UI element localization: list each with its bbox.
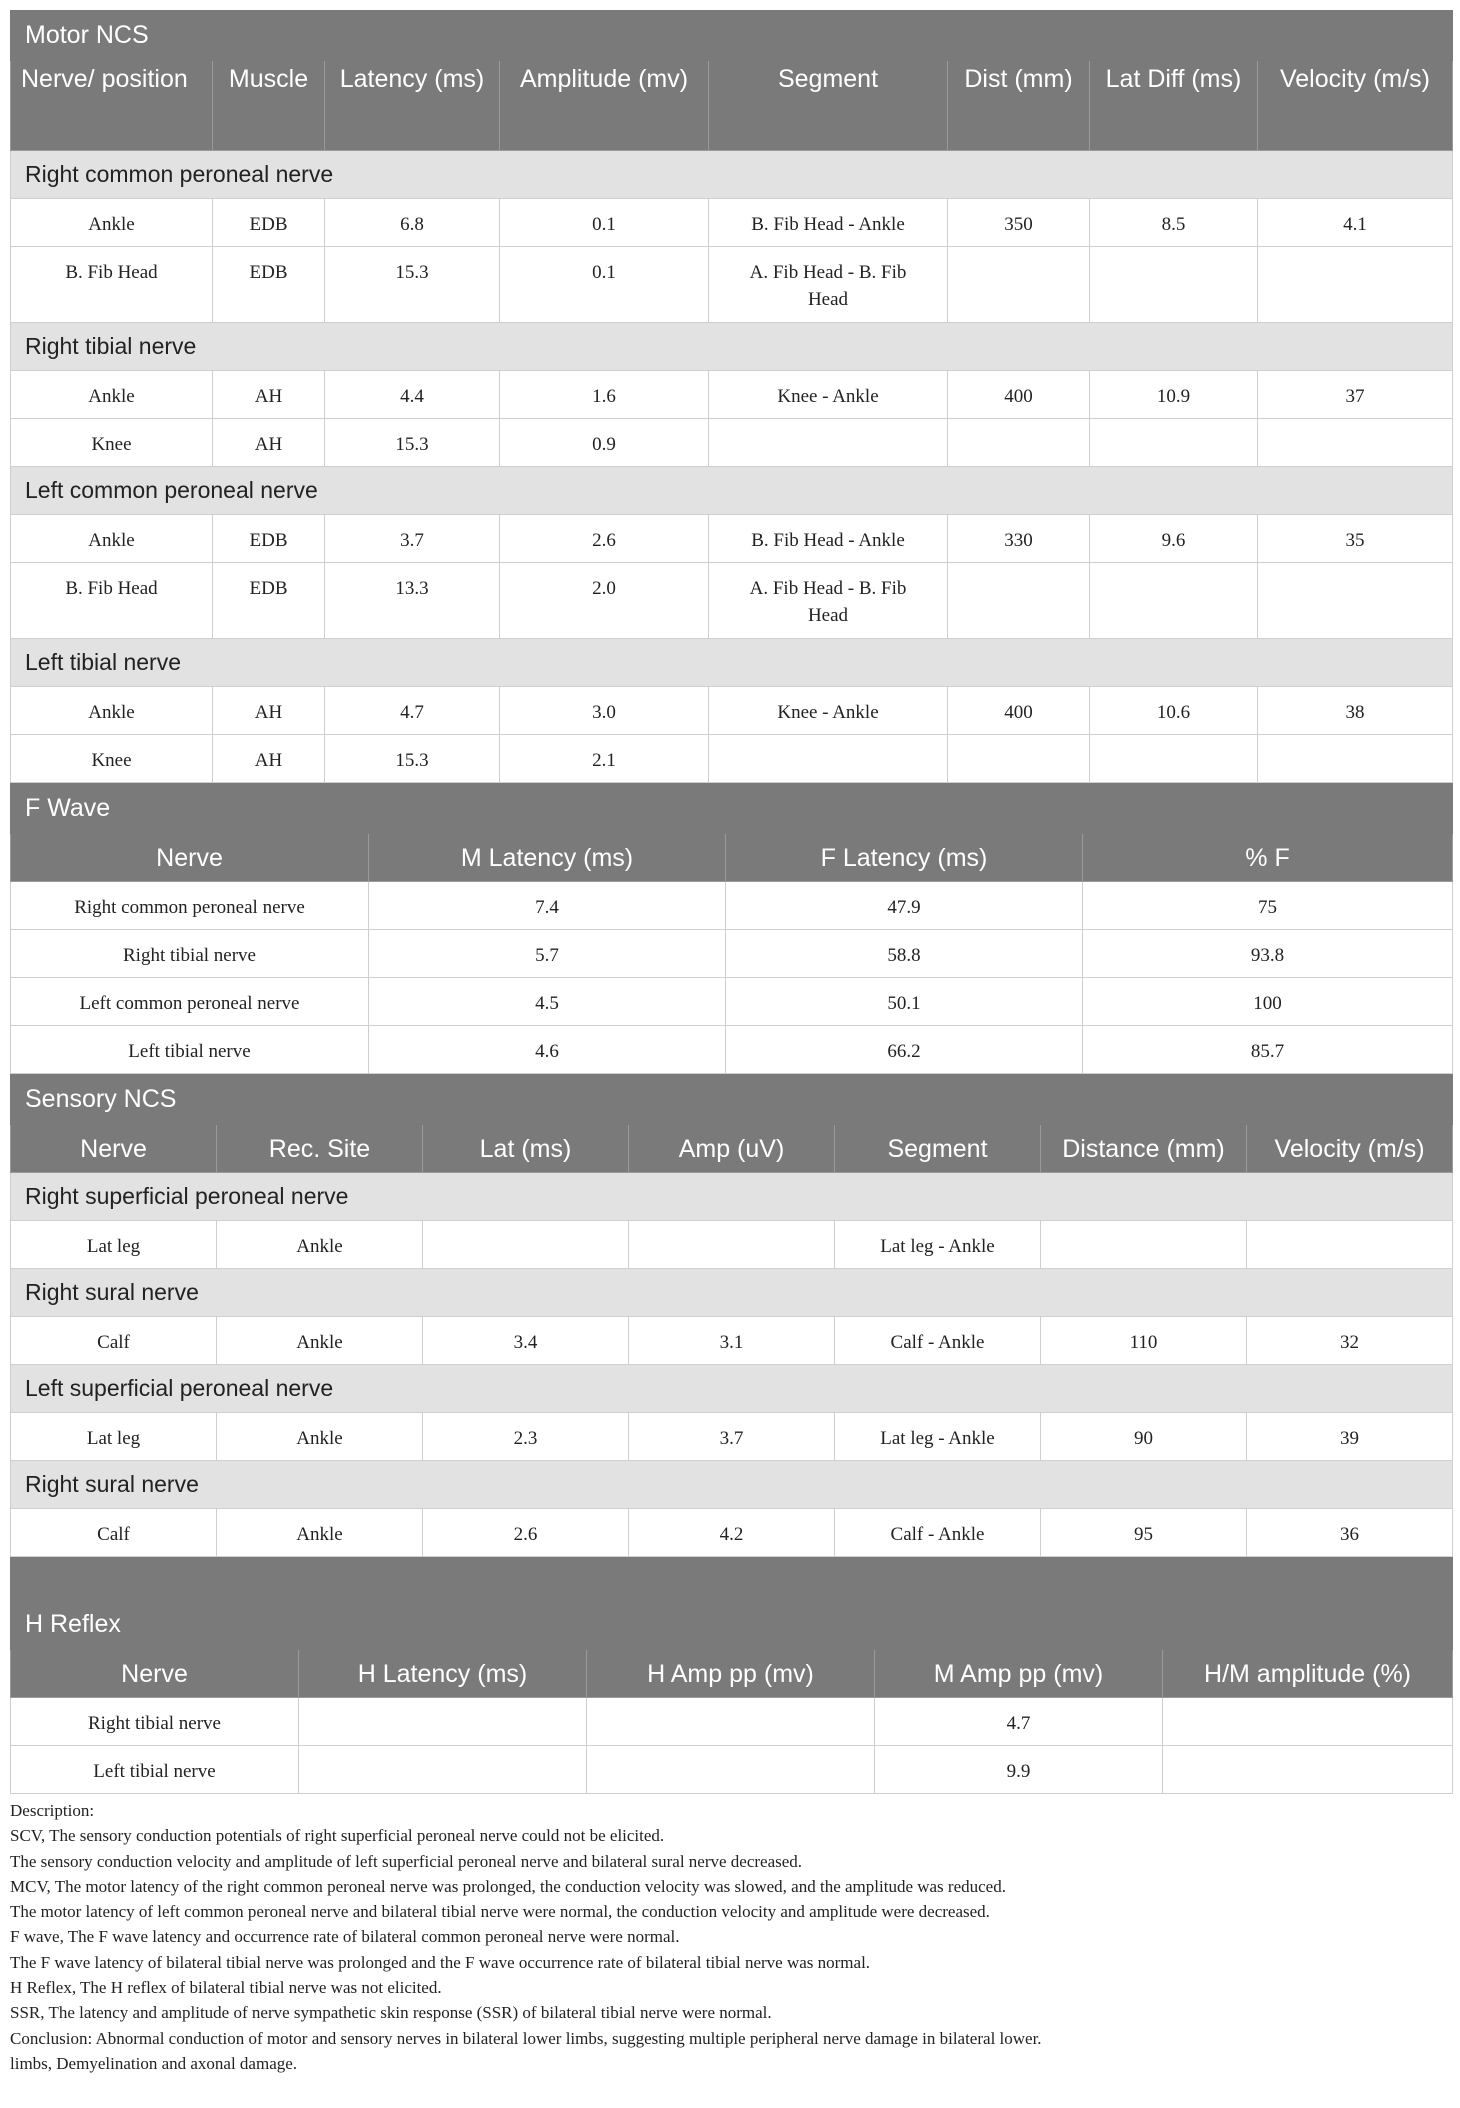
results-document (10, 10, 1452, 2076)
cell: 93.8 (1083, 930, 1453, 978)
table-row (11, 563, 1453, 639)
cell: AH (213, 419, 325, 467)
cell: 38 (1258, 687, 1453, 735)
cell: 9.6 (1090, 515, 1258, 563)
motor-group-label: Left tibial nerve (11, 639, 1453, 687)
description-line: SCV, The sensory conduction potentials of right superficial peroneal nerve could not be elicited. (10, 1826, 665, 1846)
cell: 15.3 (325, 735, 500, 783)
cell: Calf (11, 1317, 217, 1365)
motor-header-segment: Segment (709, 61, 948, 151)
cell: A. Fib Head - B. Fib Head (709, 563, 948, 639)
cell: EDB (213, 515, 325, 563)
cell (948, 563, 1090, 639)
cell: Right tibial nerve (11, 930, 369, 978)
cell: 2.3 (423, 1413, 629, 1461)
cell: 36 (1247, 1509, 1453, 1557)
cell (1090, 735, 1258, 783)
f-wave-header-nerve: Nerve (11, 834, 369, 882)
table-row (11, 199, 1453, 247)
table-row (11, 882, 1453, 930)
f-wave-header-m-latency: M Latency (ms) (369, 834, 726, 882)
cell: Calf (11, 1509, 217, 1557)
h-reflex-header-m-amp: M Amp pp (mv) (875, 1650, 1163, 1698)
cell: 37 (1258, 371, 1453, 419)
table-row (11, 1698, 1453, 1746)
cell: 400 (948, 687, 1090, 735)
cell: 4.1 (1258, 199, 1453, 247)
cell: Left tibial nerve (11, 1026, 369, 1074)
cell: AH (213, 687, 325, 735)
cell: Ankle (11, 199, 213, 247)
cell: 32 (1247, 1317, 1453, 1365)
cell: 35 (1258, 515, 1453, 563)
cell: 9.9 (875, 1746, 1163, 1794)
sensory-header-velocity: Velocity (m/s) (1247, 1125, 1453, 1173)
table-row (11, 735, 1453, 783)
description-line: The F wave latency of bilateral tibial nerve was prolonged and the F wave occurrence rate of bilateral tibial nerve was normal. (10, 1952, 871, 1972)
table-row (11, 515, 1453, 563)
sensory-ncs-table (10, 1074, 1453, 1557)
h-reflex-table (10, 1557, 1453, 1794)
cell: 3.0 (500, 687, 709, 735)
cell: Lat leg - Ankle (835, 1221, 1041, 1269)
cell: Lat leg - Ankle (835, 1413, 1041, 1461)
cell: 50.1 (726, 978, 1083, 1026)
motor-group-label: Right common peroneal nerve (11, 151, 1453, 199)
motor-header-velocity: Velocity (m/s) (1258, 61, 1453, 151)
cell: 2.6 (423, 1509, 629, 1557)
cell: B. Fib Head (11, 247, 213, 323)
description-line: The motor latency of left common peroneal nerve and bilateral tibial nerve were normal, the conduction velocity and amplitude were decreased. (10, 1902, 990, 1922)
motor-group-label: Left common peroneal nerve (11, 467, 1453, 515)
cell (299, 1746, 587, 1794)
h-reflex-header-hm-ratio: H/M amplitude (%) (1163, 1650, 1453, 1698)
cell: Ankle (217, 1413, 423, 1461)
cell: 39 (1247, 1413, 1453, 1461)
cell (948, 735, 1090, 783)
cell: Ankle (11, 687, 213, 735)
cell: Ankle (217, 1509, 423, 1557)
cell: Right common peroneal nerve (11, 882, 369, 930)
cell: Lat leg (11, 1221, 217, 1269)
cell: 75 (1083, 882, 1453, 930)
cell: 0.1 (500, 199, 709, 247)
cell: B. Fib Head - Ankle (709, 515, 948, 563)
cell: 3.7 (325, 515, 500, 563)
cell: 4.7 (325, 687, 500, 735)
cell: 58.8 (726, 930, 1083, 978)
cell: Ankle (217, 1317, 423, 1365)
cell: EDB (213, 247, 325, 323)
cell: Ankle (11, 515, 213, 563)
cell: 7.4 (369, 882, 726, 930)
table-row (11, 978, 1453, 1026)
cell: Knee (11, 735, 213, 783)
cell: 2.0 (500, 563, 709, 639)
cell: 5.7 (369, 930, 726, 978)
description-heading: Description: (10, 1801, 95, 1820)
sensory-group-label: Right sural nerve (11, 1461, 1453, 1509)
cell: 13.3 (325, 563, 500, 639)
cell: 1.6 (500, 371, 709, 419)
description-line: F wave, The F wave latency and occurrence rate of bilateral common peroneal nerve were normal. (10, 1927, 680, 1947)
motor-ncs-table (10, 10, 1453, 783)
cell: Knee (11, 419, 213, 467)
description-line: MCV, The motor latency of the right common peroneal nerve was prolonged, the conduction velocity was slowed, and the amplitude was reduced. (10, 1876, 1006, 1896)
cell (1090, 247, 1258, 323)
cell: EDB (213, 563, 325, 639)
cell (1090, 563, 1258, 639)
table-row (11, 1509, 1453, 1557)
cell: Ankle (217, 1221, 423, 1269)
cell: Left common peroneal nerve (11, 978, 369, 1026)
f-wave-table (10, 783, 1453, 1074)
cell: 110 (1041, 1317, 1247, 1365)
cell (709, 735, 948, 783)
motor-group-label: Right tibial nerve (11, 323, 1453, 371)
cell: 4.2 (629, 1509, 835, 1557)
cell: 6.8 (325, 199, 500, 247)
sensory-header-amp: Amp (uV) (629, 1125, 835, 1173)
cell: Right tibial nerve (11, 1698, 299, 1746)
motor-header-latency: Latency (ms) (325, 61, 500, 151)
motor-header-dist: Dist (mm) (948, 61, 1090, 151)
h-reflex-title: H Reflex (11, 1600, 1453, 1650)
cell: 4.7 (875, 1698, 1163, 1746)
sensory-group-label: Right superficial peroneal nerve (11, 1173, 1453, 1221)
sensory-header-nerve: Nerve (11, 1125, 217, 1173)
motor-header-lat-diff: Lat Diff (ms) (1090, 61, 1258, 151)
sensory-ncs-title: Sensory NCS (11, 1075, 1453, 1125)
table-row (11, 1413, 1453, 1461)
h-reflex-header-h-latency: H Latency (ms) (299, 1650, 587, 1698)
table-row (11, 371, 1453, 419)
cell (1258, 247, 1453, 323)
cell: B. Fib Head - Ankle (709, 199, 948, 247)
cell: 100 (1083, 978, 1453, 1026)
cell (1258, 735, 1453, 783)
cell: EDB (213, 199, 325, 247)
h-reflex-header-nerve: Nerve (11, 1650, 299, 1698)
sensory-header-distance: Distance (mm) (1041, 1125, 1247, 1173)
description-line: SSR, The latency and amplitude of nerve sympathetic skin response (SSR) of bilateral tibial nerve were normal. (10, 2003, 772, 2023)
table-row (11, 1317, 1453, 1365)
cell: 90 (1041, 1413, 1247, 1461)
cell (1258, 419, 1453, 467)
cell: 95 (1041, 1509, 1247, 1557)
sensory-group-label: Right sural nerve (11, 1269, 1453, 1317)
divider (11, 1558, 1453, 1600)
cell: 10.6 (1090, 687, 1258, 735)
f-wave-title: F Wave (11, 784, 1453, 834)
cell: 4.4 (325, 371, 500, 419)
cell: 0.9 (500, 419, 709, 467)
cell: B. Fib Head (11, 563, 213, 639)
cell: Calf - Ankle (835, 1317, 1041, 1365)
cell (1163, 1746, 1453, 1794)
cell: 10.9 (1090, 371, 1258, 419)
cell (709, 419, 948, 467)
cell: 15.3 (325, 419, 500, 467)
cell (1247, 1221, 1453, 1269)
motor-header-nerve: Nerve/ position (11, 61, 213, 151)
description-line: The sensory conduction velocity and amplitude of left superficial peroneal nerve and bilateral sural nerve decreased. (10, 1851, 803, 1871)
cell (948, 419, 1090, 467)
table-row (11, 1026, 1453, 1074)
h-reflex-header-h-amp: H Amp pp (mv) (587, 1650, 875, 1698)
cell: 47.9 (726, 882, 1083, 930)
cell: 350 (948, 199, 1090, 247)
cell: 2.6 (500, 515, 709, 563)
cell: Knee - Ankle (709, 687, 948, 735)
cell: 3.7 (629, 1413, 835, 1461)
cell: A. Fib Head - B. Fib Head (709, 247, 948, 323)
motor-header-amplitude: Amplitude (mv) (500, 61, 709, 151)
table-row (11, 419, 1453, 467)
cell: 330 (948, 515, 1090, 563)
cell: AH (213, 371, 325, 419)
table-row (11, 1221, 1453, 1269)
cell (1090, 419, 1258, 467)
sensory-header-rec-site: Rec. Site (217, 1125, 423, 1173)
cell: 3.4 (423, 1317, 629, 1365)
motor-header-muscle: Muscle (213, 61, 325, 151)
description-line: H Reflex, The H reflex of bilateral tibial nerve was not elicited. (10, 1978, 442, 1998)
cell: Left tibial nerve (11, 1746, 299, 1794)
f-wave-header-percent-f: % F (1083, 834, 1453, 882)
cell: 4.6 (369, 1026, 726, 1074)
cell: 8.5 (1090, 199, 1258, 247)
cell (1041, 1221, 1247, 1269)
cell: 3.1 (629, 1317, 835, 1365)
cell: AH (213, 735, 325, 783)
cell (587, 1698, 875, 1746)
f-wave-header-f-latency: F Latency (ms) (726, 834, 1083, 882)
cell: Lat leg (11, 1413, 217, 1461)
sensory-group-label: Left superficial peroneal nerve (11, 1365, 1453, 1413)
description-notes (10, 1798, 1452, 2076)
cell: 66.2 (726, 1026, 1083, 1074)
cell (587, 1746, 875, 1794)
cell: 85.7 (1083, 1026, 1453, 1074)
cell: Ankle (11, 371, 213, 419)
cell: Knee - Ankle (709, 371, 948, 419)
cell: 2.1 (500, 735, 709, 783)
cell (1258, 563, 1453, 639)
motor-ncs-title: Motor NCS (11, 11, 1453, 61)
table-row (11, 1746, 1453, 1794)
cell (629, 1221, 835, 1269)
cell (948, 247, 1090, 323)
table-row (11, 930, 1453, 978)
cell: Calf - Ankle (835, 1509, 1041, 1557)
cell: 400 (948, 371, 1090, 419)
sensory-header-segment: Segment (835, 1125, 1041, 1173)
cell: 4.5 (369, 978, 726, 1026)
table-row (11, 687, 1453, 735)
cell: 15.3 (325, 247, 500, 323)
cell (1163, 1698, 1453, 1746)
conclusion-line: Conclusion: Abnormal conduction of motor and sensory nerves in bilateral lower limbs, suggesting multiple peripheral nerve damage in bilateral lower. (10, 2028, 1042, 2048)
cell: 0.1 (500, 247, 709, 323)
cell (423, 1221, 629, 1269)
sensory-header-lat: Lat (ms) (423, 1125, 629, 1173)
table-row (11, 247, 1453, 323)
conclusion-line: limbs, Demyelination and axonal damage. (10, 2053, 298, 2073)
cell (299, 1698, 587, 1746)
